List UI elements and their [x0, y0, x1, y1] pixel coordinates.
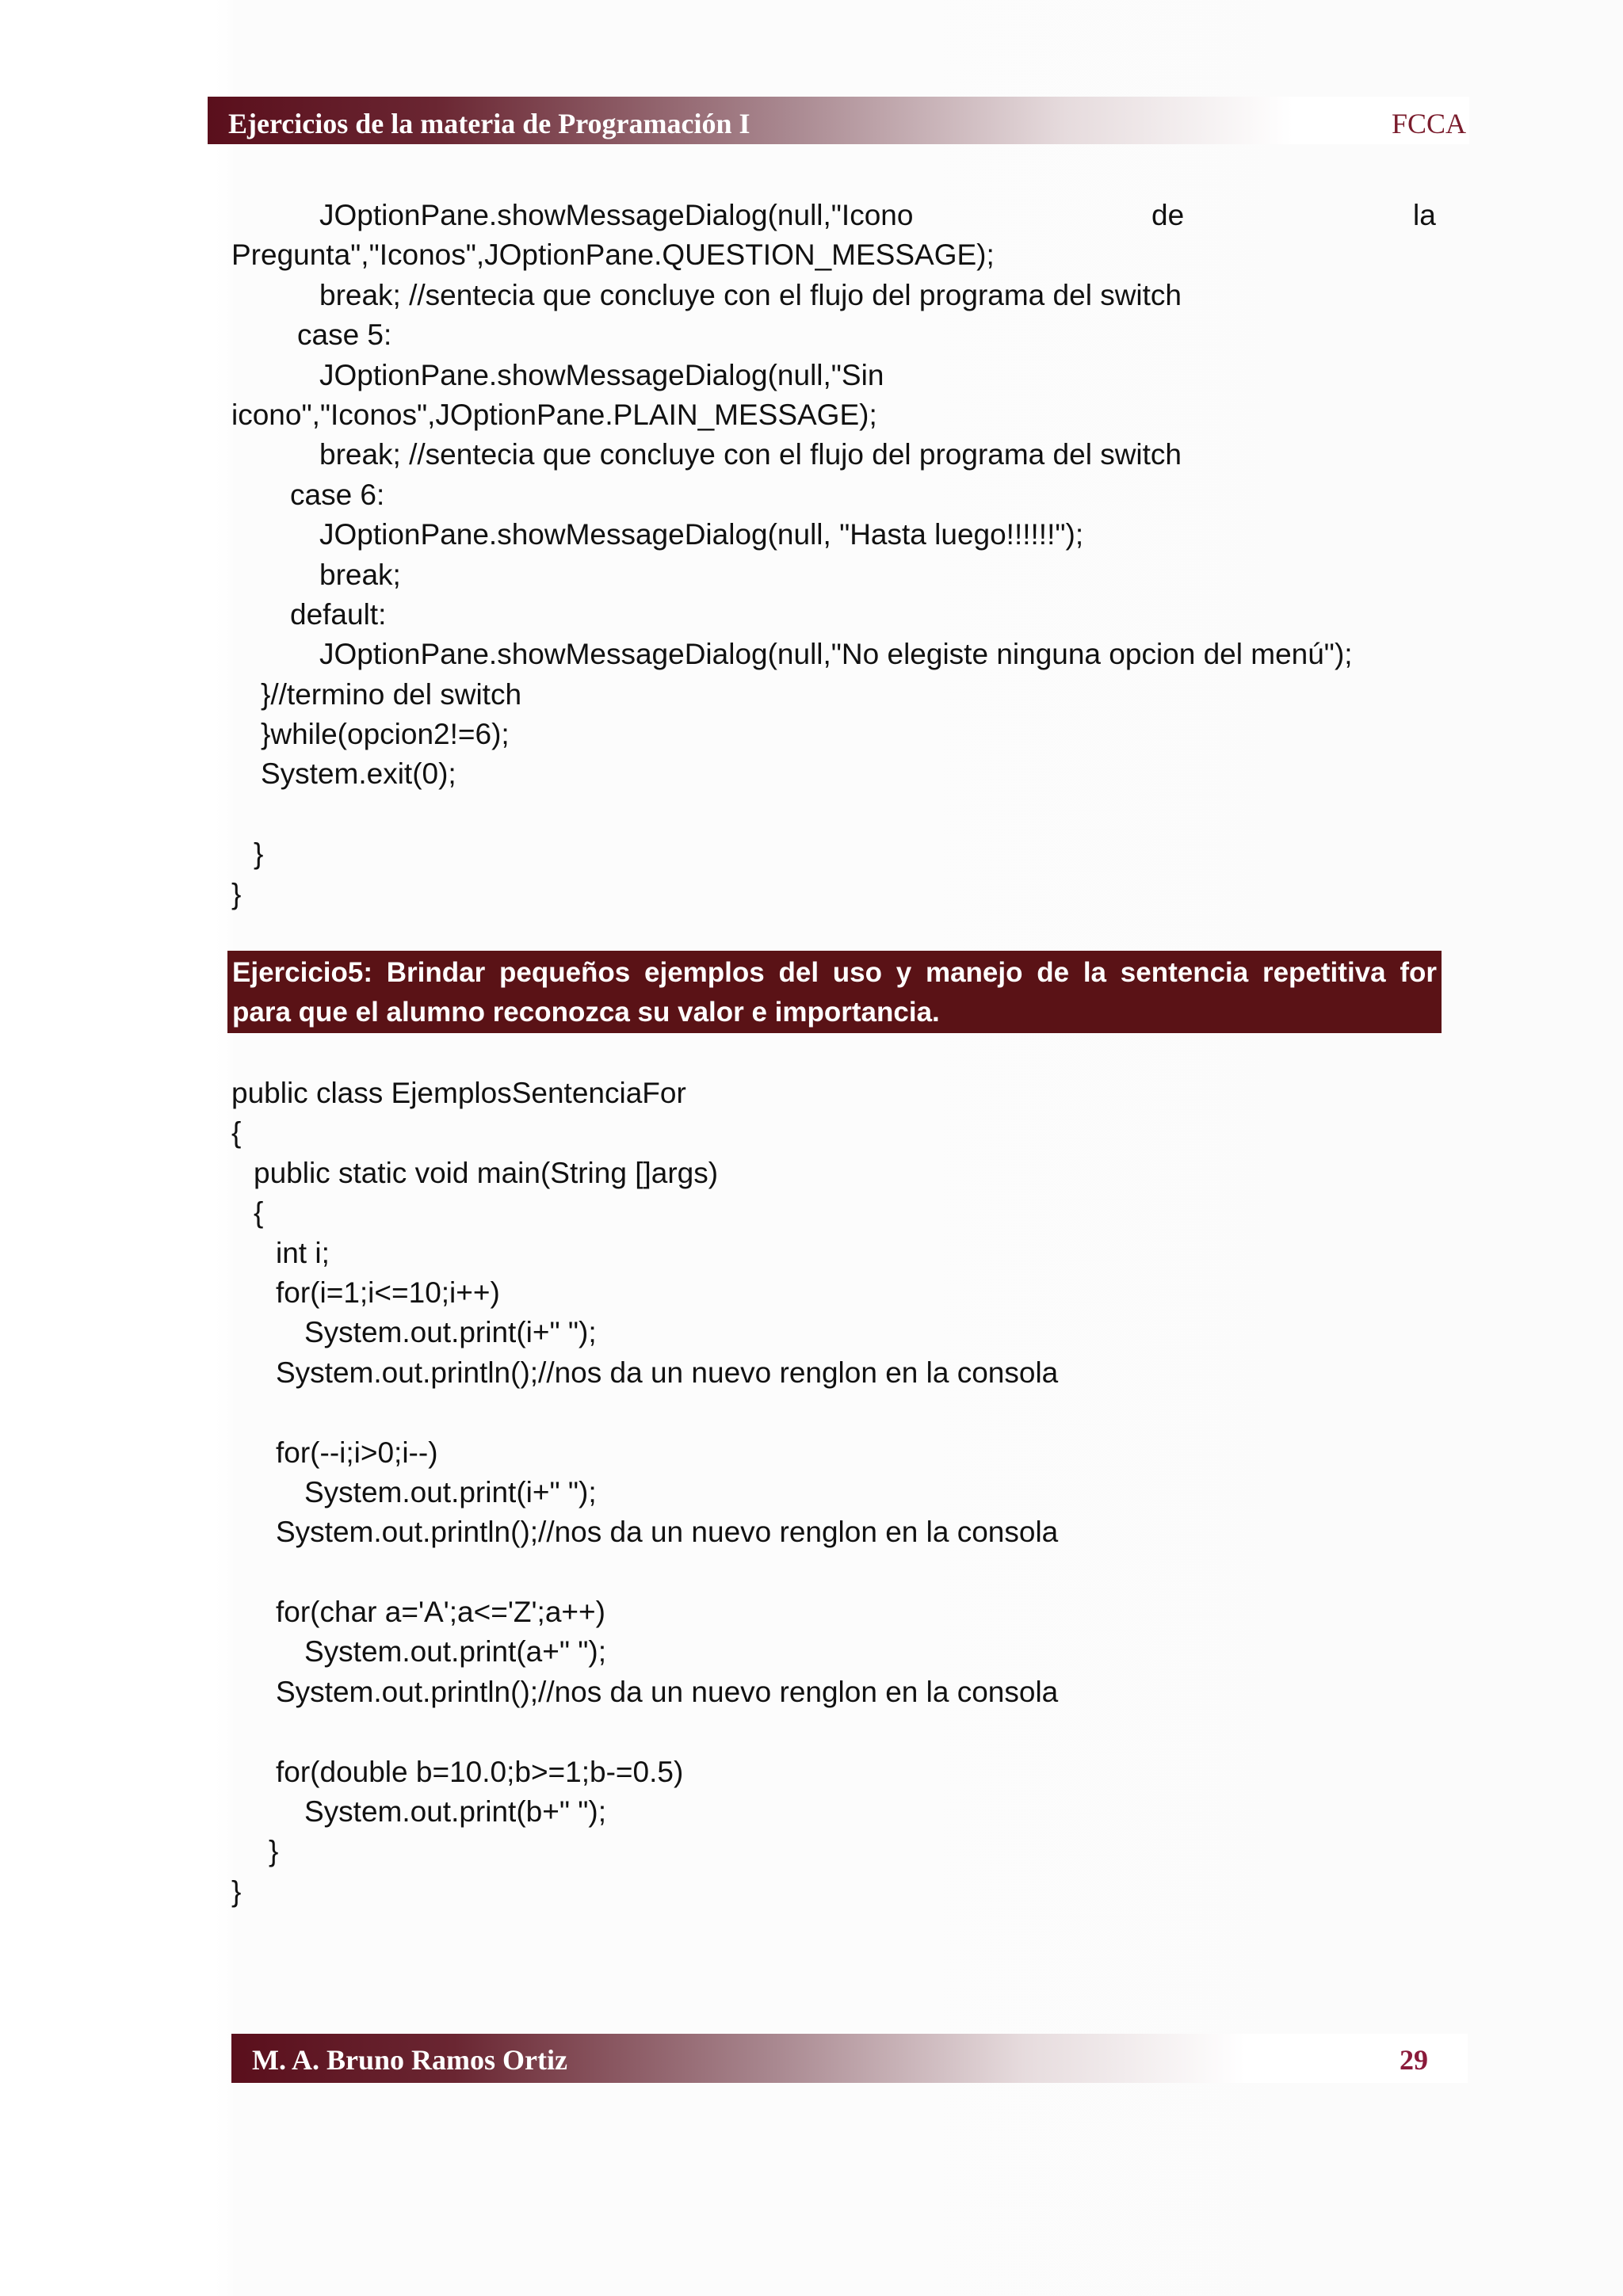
code-line	[0, 235, 1623, 275]
code-line	[0, 1792, 1623, 1832]
code-text: JOptionPane.showMessageDialog(null,"Sin	[319, 358, 884, 391]
code-line	[0, 795, 1623, 834]
code-text: for(double b=10.0;b>=1;b-=0.5)	[276, 1755, 684, 1788]
code-line	[0, 1672, 1623, 1712]
code-line	[0, 1113, 1623, 1153]
code-text: }	[254, 837, 264, 871]
code-text: de	[1151, 199, 1185, 231]
code-line	[0, 196, 1623, 235]
code-text: System.out.print(i+" ");	[304, 1316, 597, 1349]
code-text: Pregunta","Iconos",JOptionPane.QUESTION_MESSAGE);	[231, 238, 995, 272]
code-line	[0, 1234, 1623, 1273]
code-line	[0, 356, 1623, 395]
code-text: break; //sentecia que concluye con el flujo del programa del switch	[319, 438, 1182, 471]
code-line	[0, 1632, 1623, 1672]
code-line	[0, 1433, 1623, 1473]
page-number: 29	[1400, 2044, 1428, 2076]
code-line	[0, 1193, 1623, 1233]
code-line	[0, 395, 1623, 435]
code-text: for(i=1;i<=10;i++)	[276, 1276, 500, 1309]
code-line	[0, 1753, 1623, 1792]
code-line	[0, 1473, 1623, 1512]
code-block-switch	[0, 196, 1623, 914]
code-line	[0, 475, 1623, 515]
exercise-heading-line-2: para que el alumno reconozca su valor e importancia.	[232, 997, 940, 1028]
code-text: break;	[319, 558, 401, 591]
code-text: icono","Iconos",JOptionPane.PLAIN_MESSAGE);	[231, 398, 877, 431]
code-line	[0, 1074, 1623, 1113]
code-text: break; //sentecia que concluye con el flujo del programa del switch	[319, 278, 1182, 311]
code-block-for-examples	[0, 1074, 1623, 1912]
code-text: System.out.println();//nos da un nuevo renglon en la consola	[276, 1516, 1059, 1549]
code-line	[0, 1393, 1623, 1432]
code-line	[0, 1553, 1623, 1592]
code-text: System.out.print(b+" ");	[304, 1795, 606, 1829]
header-title: Ejercicios de la materia de Programación I	[228, 108, 750, 139]
code-text: }	[231, 877, 242, 910]
code-text: }while(opcion2!=6);	[261, 718, 510, 751]
code-line	[0, 276, 1623, 315]
code-text: int i;	[276, 1236, 330, 1269]
code-line	[0, 1592, 1623, 1632]
code-text: }//termino del switch	[261, 677, 522, 711]
code-line	[0, 1872, 1623, 1912]
code-text: case 5:	[297, 318, 392, 352]
code-text: System.out.println();//nos da un nuevo renglon en la consola	[276, 1356, 1059, 1389]
code-text: System.out.println();//nos da un nuevo renglon en la consola	[276, 1675, 1059, 1708]
code-text: case 6:	[290, 478, 385, 511]
code-text: System.out.print(i+" ");	[304, 1475, 597, 1508]
code-line	[0, 1353, 1623, 1393]
code-line	[0, 595, 1623, 635]
code-line	[0, 834, 1623, 874]
code-text: }	[231, 1875, 242, 1908]
code-text: JOptionPane.showMessageDialog(null,"Icono	[319, 199, 914, 231]
code-line	[0, 635, 1623, 674]
code-line	[0, 1313, 1623, 1352]
code-text: la	[1413, 199, 1436, 231]
code-line	[0, 435, 1623, 475]
code-text: public static void main(String []args)	[254, 1156, 719, 1189]
code-line	[0, 515, 1623, 555]
code-line	[0, 1832, 1623, 1871]
code-line	[0, 1512, 1623, 1552]
code-line	[0, 675, 1623, 715]
code-line	[0, 555, 1623, 595]
code-text: }	[269, 1835, 279, 1868]
code-line	[0, 1273, 1623, 1313]
code-text: default:	[290, 597, 387, 631]
code-text: System.exit(0);	[261, 757, 456, 791]
code-line	[0, 754, 1623, 794]
code-line	[0, 315, 1623, 355]
code-text: System.out.print(a+" ");	[304, 1635, 606, 1669]
code-text: JOptionPane.showMessageDialog(null, "Hasta luego!!!!!!");	[319, 518, 1084, 551]
code-text: JOptionPane.showMessageDialog(null,"No elegiste ninguna opcion del menú");	[319, 638, 1353, 671]
code-text: for(char a='A';a<='Z';a++)	[276, 1596, 605, 1629]
code-text: for(--i;i>0;i--)	[276, 1436, 438, 1469]
header-faculty-label: FCCA	[1391, 108, 1466, 139]
code-line	[0, 875, 1623, 914]
code-line	[0, 1712, 1623, 1752]
footer-author: M. A. Bruno Ramos Ortiz	[252, 2044, 567, 2076]
code-text: {	[231, 1116, 242, 1150]
code-line	[0, 1154, 1623, 1193]
code-line	[0, 715, 1623, 754]
exercise-heading-line-1: Ejercicio5: Brindar pequeños ejemplos del uso y manejo de la sentencia repetitiva for	[232, 957, 1437, 988]
code-text: public class EjemplosSentenciaFor	[231, 1077, 686, 1109]
code-text: {	[254, 1196, 264, 1230]
